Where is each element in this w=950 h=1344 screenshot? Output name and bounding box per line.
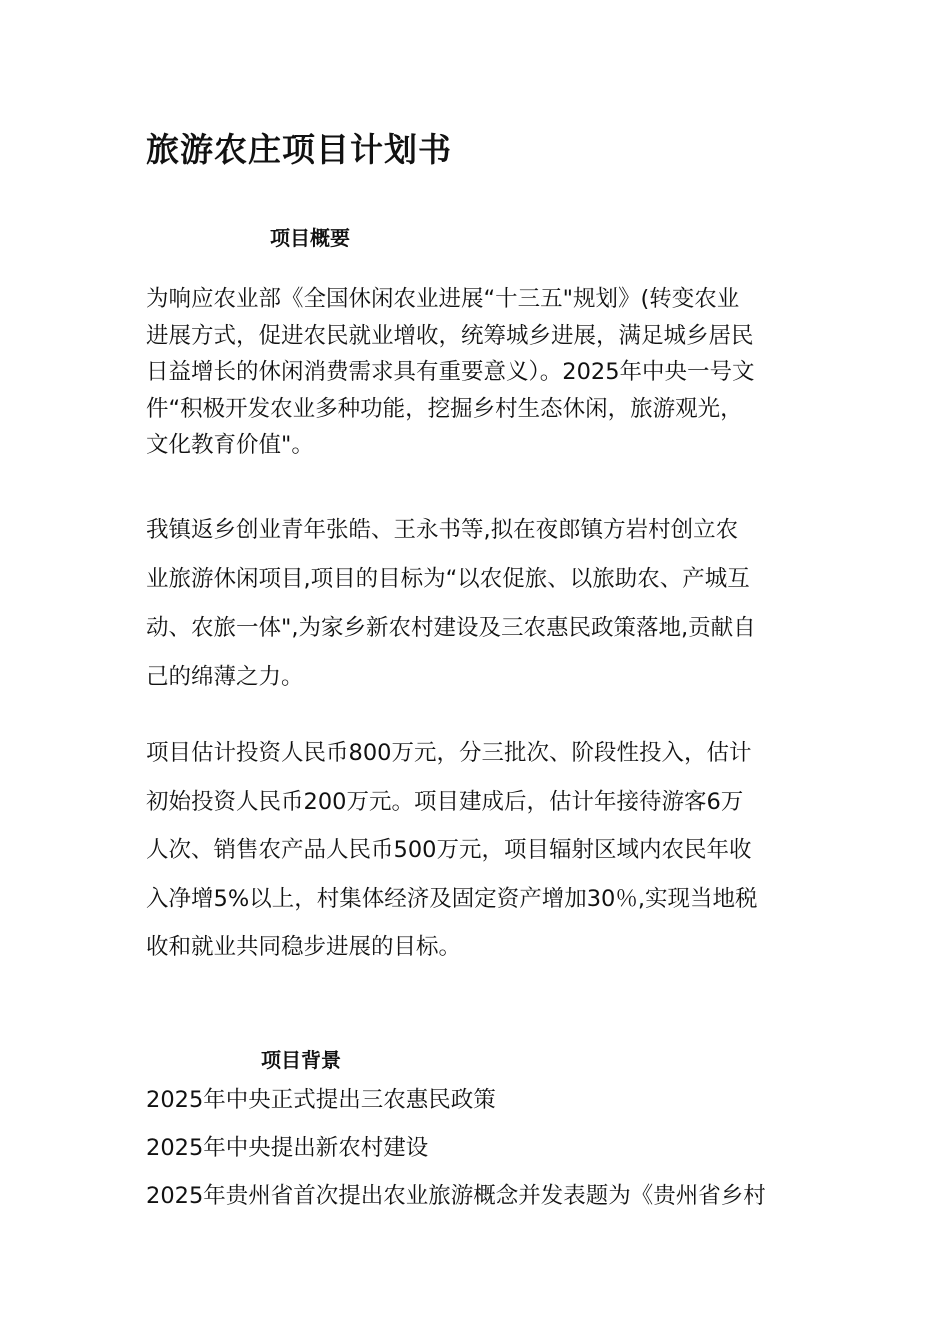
overview-paragraph-policy <box>146 281 812 464</box>
overview-paragraph-investment <box>146 729 812 972</box>
paragraph-line: 日益增长的休闲消费需求具有重要意义）。2025年中央一号文 <box>146 359 755 385</box>
paragraph-line: 入净增5%以上，村集体经济及固定资产增加30％,实现当地税 <box>146 885 758 912</box>
paragraph-line: 件“积极开发农业多种功能，挖掘乡村生态休闲，旅游观光， <box>146 395 743 422</box>
paragraph-line: 我镇返乡创业青年张皓、王永书等,拟在夜郎镇方岩村创立农 <box>146 517 739 543</box>
section-heading-background: 项目背景 <box>261 1048 341 1072</box>
paragraph-line: 为响应农业部《全国休闲农业进展“十三五"规划》(转变农业 <box>146 286 740 312</box>
paragraph-line: 文化教育价值"。 <box>146 432 314 458</box>
paragraph-line: 进展方式，促进农民就业增收，统筹城乡进展，满足城乡居民 <box>146 322 754 349</box>
background-list <box>146 1076 826 1220</box>
document-title: 旅游农庄项目计划书 <box>146 130 452 169</box>
paragraph-line: 初始投资人民币200万元。项目建成后，估计年接待游客6万 <box>146 788 744 815</box>
list-item: 2025年中央正式提出三农惠民政策 <box>146 1087 496 1113</box>
overview-paragraph-founders <box>146 506 812 702</box>
section-heading-overview: 项目概要 <box>270 226 350 250</box>
paragraph-line: 业旅游休闲项目,项目的目标为“以农促旅、以旅助农、产城互 <box>146 566 750 592</box>
paragraph-line: 收和就业共同稳步进展的目标。 <box>146 934 462 960</box>
paragraph-line: 己的绵薄之力。 <box>146 664 304 690</box>
list-item: 2025年贵州省首次提出农业旅游概念并发表题为《贵州省乡村 <box>146 1183 766 1209</box>
list-item: 2025年中央提出新农村建设 <box>146 1135 429 1161</box>
paragraph-line: 项目估计投资人民币800万元，分三批次、阶段性投入，估计 <box>146 740 752 766</box>
paragraph-line: 动、农旅一体",为家乡新农村建设及三农惠民政策落地,贡献自 <box>146 615 756 641</box>
paragraph-line: 人次、销售农产品人民币500万元，项目辐射区域内农民年收 <box>146 837 752 863</box>
